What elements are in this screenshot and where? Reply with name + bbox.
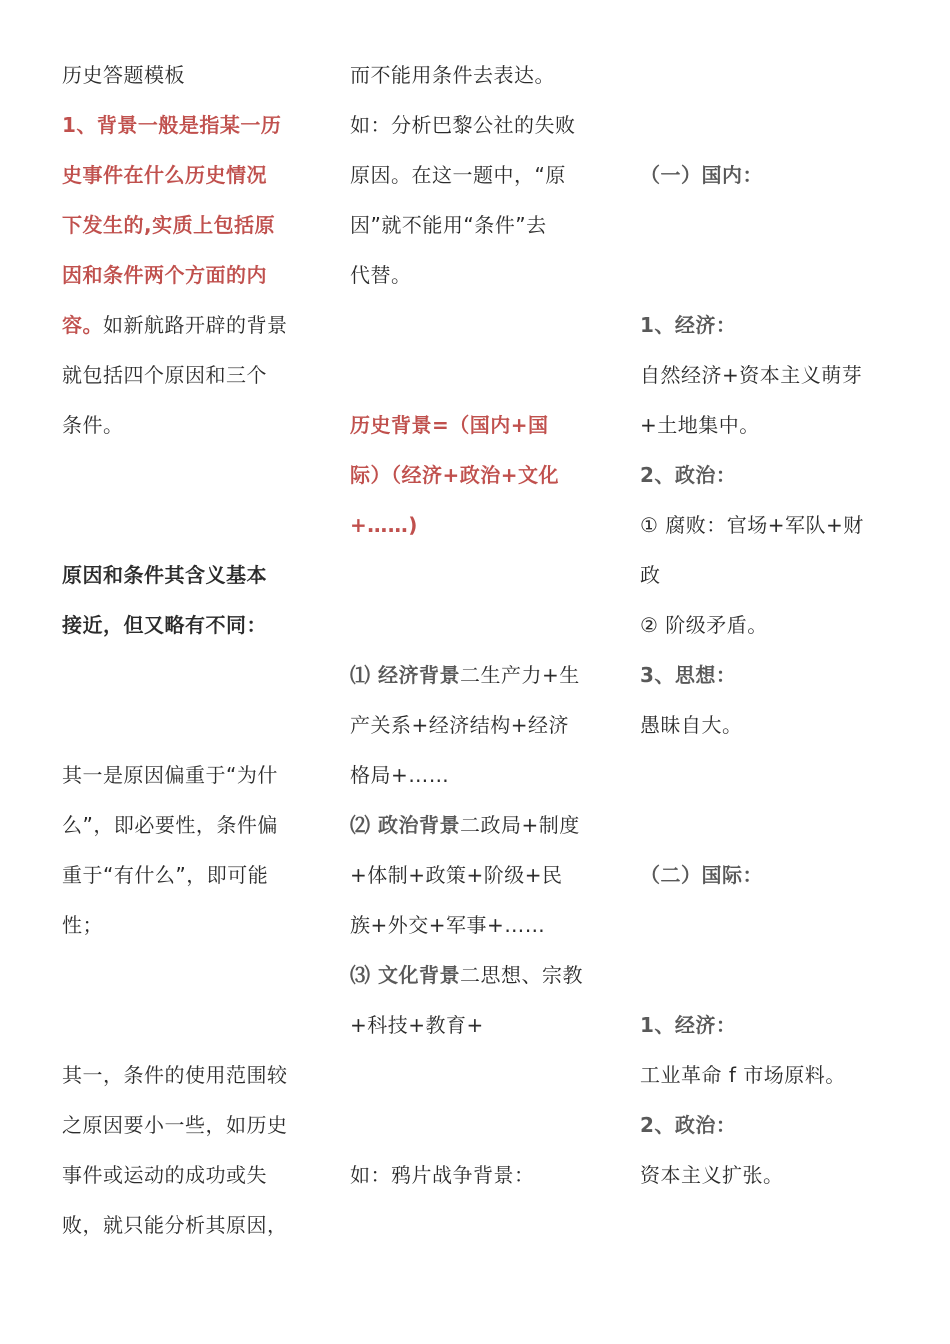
c2-line: 族+外交+军事+…… (350, 913, 546, 937)
pol-background-label: ⑵ 政治背景 (350, 813, 460, 837)
c2-line: +体制+政策+阶级+民 (350, 863, 563, 887)
c2-line: 因”就不能用“条件”去 (350, 213, 547, 237)
c3-line: 工业革命 f 市场原料。 (640, 1063, 846, 1087)
econ-background-text: 二生产力+生 (459, 663, 580, 687)
p1-red-part: 容。 (62, 313, 103, 337)
i-pol-label: 2、政治： (640, 1113, 737, 1137)
pol-background-line (350, 800, 610, 850)
domestic-heading: （一）国内： (640, 163, 763, 187)
c3-line: 愚昧自大。 (640, 713, 743, 737)
p1-line: 史事件在什么历史情况 (62, 163, 267, 187)
p1-normal-part: 如新航路开辟的背景 (103, 313, 288, 337)
cult-background-label: ⑶ 文化背景 (350, 963, 460, 987)
c2-line: 如：分析巴黎公社的失败 (350, 113, 576, 137)
c2-line: +科技+教育+ (350, 1013, 484, 1037)
doc-title: 历史答题模板 (62, 63, 185, 87)
column-left (62, 50, 312, 1250)
i-econ-label: 1、经济： (640, 1013, 737, 1037)
column-right (640, 50, 900, 1200)
example-line: 如：鸦片战争背景： (350, 1163, 535, 1187)
p2-line: 原因和条件其含义基本 (62, 563, 267, 587)
p4-line: 败，就只能分析其原因， (62, 1213, 288, 1237)
c2-line: 格局+…… (350, 763, 450, 787)
c3-line: ② 阶级矛盾。 (640, 613, 768, 637)
c3-line: ① 腐败：官场+军队+财 (640, 513, 864, 537)
pol-background-text: 二政局+制度 (459, 813, 580, 837)
c2-line: 而不能用条件去表达。 (350, 63, 555, 87)
p4-line: 之原因要小一些，如历史 (62, 1113, 288, 1137)
d-pol-label: 2、政治： (640, 463, 737, 487)
c2-line: 原因。在这一题中，“原 (350, 163, 566, 187)
d-thought-label: 3、思想： (640, 663, 737, 687)
formula-line: +……) (350, 513, 418, 537)
p3-line: 性； (62, 913, 103, 937)
p1-line: 因和条件两个方面的内 (62, 263, 267, 287)
c2-line: 代替。 (350, 263, 412, 287)
econ-background-line (350, 650, 610, 700)
econ-background-label: ⑴ 经济背景 (350, 663, 460, 687)
formula-line: 际）（经济+政治+文化 (350, 463, 560, 487)
p1-line (62, 300, 312, 350)
p1-line: 就包括四个原因和三个 (62, 363, 267, 387)
intl-heading: （二）国际： (640, 863, 763, 887)
d-econ-label: 1、经济： (640, 313, 737, 337)
p4-line: 事件或运动的成功或失 (62, 1163, 267, 1187)
p1-line: 条件。 (62, 413, 124, 437)
c3-line: 政 (640, 563, 661, 587)
c3-line: +土地集中。 (640, 413, 760, 437)
p3-line: 重于“有什么”，即可能 (62, 863, 269, 887)
column-middle (350, 50, 610, 1200)
c3-line: 自然经济+资本主义萌芽 (640, 363, 863, 387)
cult-background-line (350, 950, 610, 1000)
c2-line: 产关系+经济结构+经济 (350, 713, 570, 737)
p1-line: 下发生的,实质上包括原 (62, 213, 276, 237)
p3-line: 其一是原因偏重于“为什 (62, 763, 278, 787)
cult-background-text: 二思想、宗教 (459, 963, 583, 987)
p4-line: 其一，条件的使用范围较 (62, 1063, 288, 1087)
p3-line: 么”，即必要性，条件偏 (62, 813, 278, 837)
p1-line: 1、背景一般是指某一历 (62, 113, 282, 137)
p2-line: 接近，但又略有不同： (62, 613, 267, 637)
formula-line: 历史背景=（国内+国 (350, 413, 549, 437)
c3-line: 资本主义扩张。 (640, 1163, 784, 1187)
